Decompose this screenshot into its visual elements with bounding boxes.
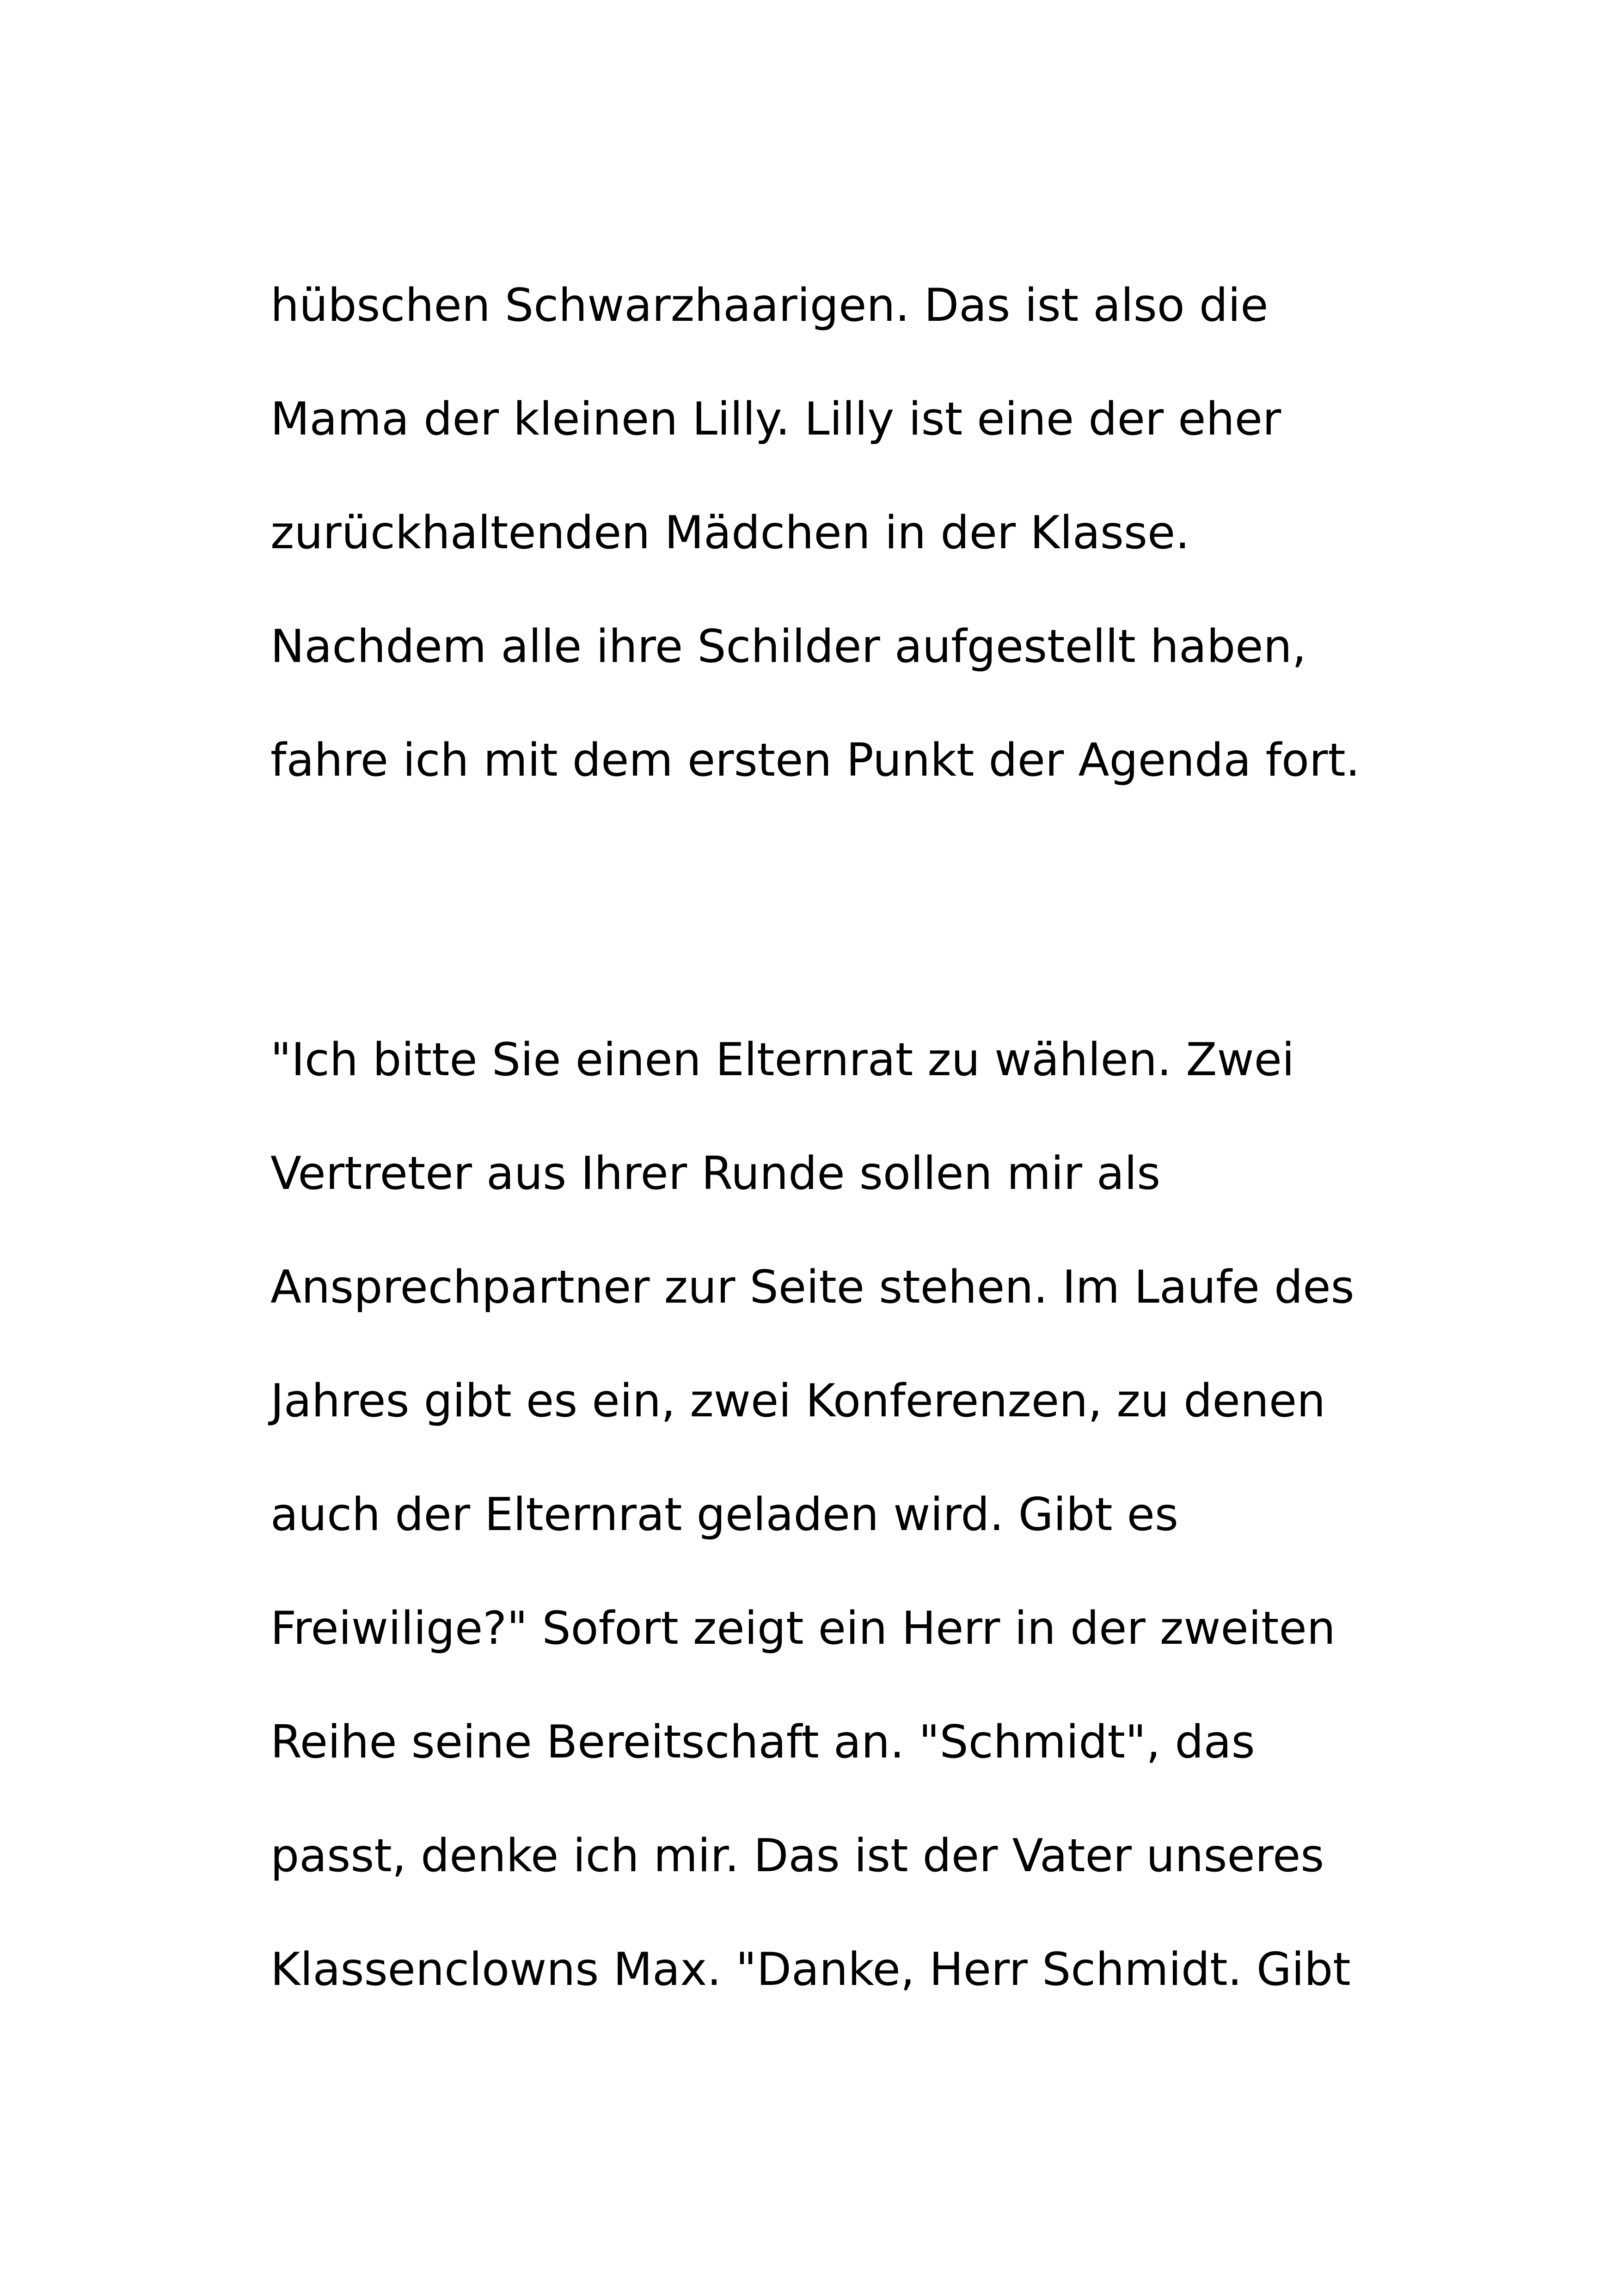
text-line: Reihe seine Bereitschaft an. "Schmidt", das bbox=[270, 1716, 1255, 1769]
text-line: "Ich bitte Sie einen Elternrat zu wählen. Zwei bbox=[270, 1034, 1295, 1086]
text-line: hübschen Schwarzhaarigen. Das ist also die bbox=[270, 279, 1269, 332]
text-line: auch der Elternrat geladen wird. Gibt es bbox=[270, 1488, 1179, 1541]
paragraph-2 bbox=[270, 1003, 1380, 2027]
text-line: Klassenclowns Max. "Danke, Herr Schmidt. Gibt bbox=[270, 1943, 1351, 1996]
text-line: Mama der kleinen Lilly. Lilly ist eine der eher bbox=[270, 393, 1281, 446]
text-line: zurückhaltenden Mädchen in der Klasse. bbox=[270, 507, 1190, 559]
text-line: Jahres gibt es ein, zwei Konferenzen, zu denen bbox=[270, 1375, 1326, 1427]
text-line: Freiwilige?" Sofort zeigt ein Herr in der zweiten bbox=[270, 1602, 1336, 1655]
text-line: Ansprechpartner zur Seite stehen. Im Laufe des bbox=[270, 1261, 1354, 1314]
text-line: Nachdem alle ihre Schilder aufgestellt haben, bbox=[270, 620, 1306, 673]
paragraph-1 bbox=[270, 249, 1380, 817]
text-line: Vertreter aus Ihrer Runde sollen mir als bbox=[270, 1147, 1161, 1200]
text-line: fahre ich mit dem ersten Punkt der Agenda fort. bbox=[270, 734, 1360, 787]
text-line: passt, denke ich mir. Das ist der Vater unseres bbox=[270, 1830, 1324, 1882]
